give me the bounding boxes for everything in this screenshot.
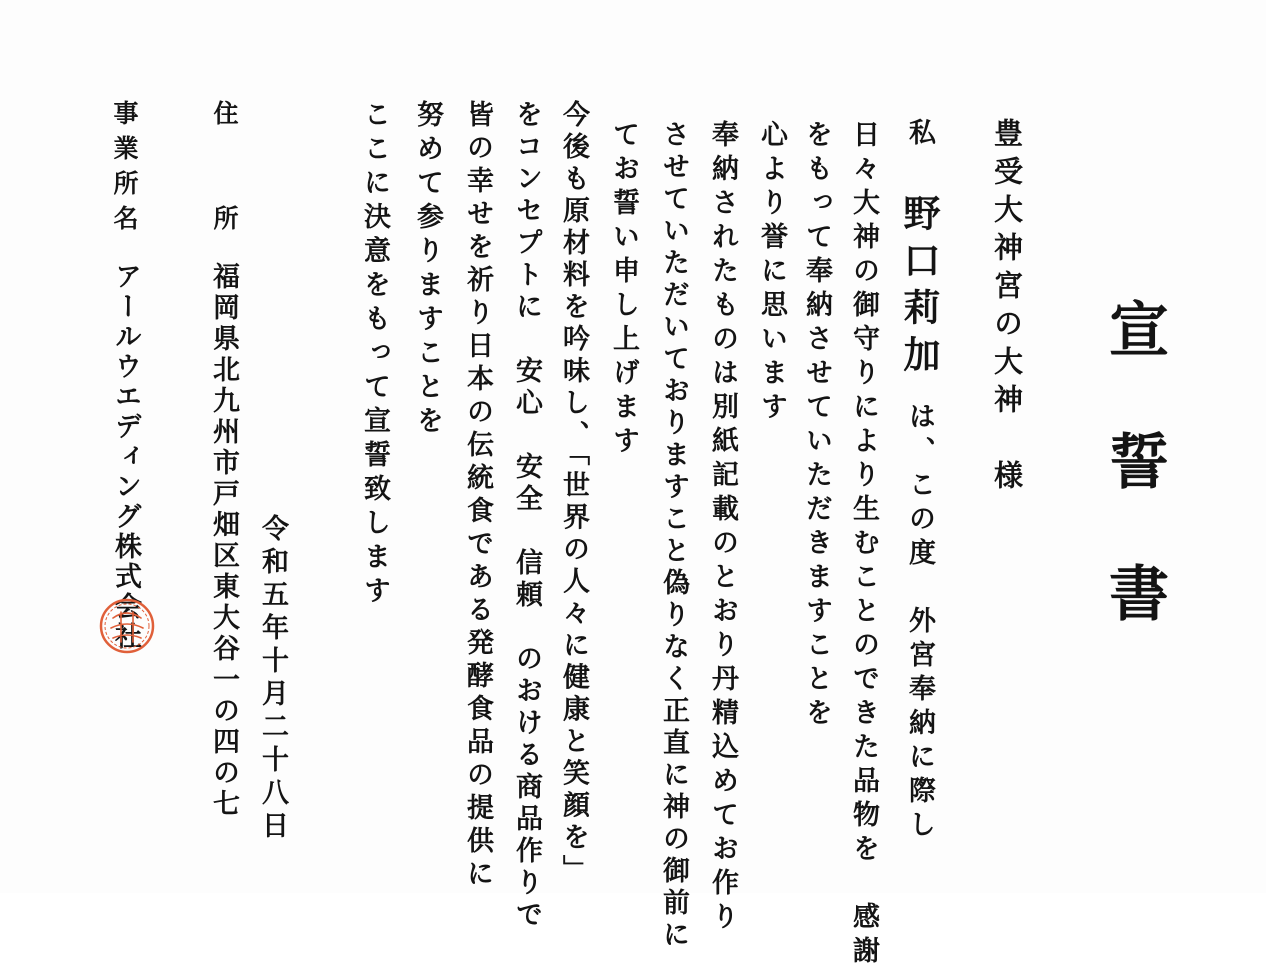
intro-label: 私 (904, 118, 935, 152)
address-value: 福岡県北九州市戸畑区東大谷一の四の七 (208, 262, 239, 820)
declarant-name: 野口莉加 (897, 194, 941, 382)
body-line-11: 努めて参りますことを (412, 100, 443, 440)
company-seal-stamp (99, 598, 155, 654)
body-line-2: 日々大神の御守りにより生むことのできた品物を 感謝 (848, 120, 879, 970)
recipient-line: 豊受大神宮の大神 様 (990, 118, 1024, 498)
body-line-8: 今後も原材料を吟味し、「世界の人々に健康と笑顔を」 (558, 100, 589, 887)
declarant-line (897, 118, 941, 844)
body-line-12: ここに決意をもって宣誓致します (359, 100, 390, 610)
body-line-3: をもって奉納させていただきますことを (801, 120, 832, 732)
body-line-4: 心より誉に思います (756, 120, 787, 426)
body-line-7: てお誓い申し上げます (608, 120, 639, 460)
date-line: 令和五年十月二十八日 (257, 514, 288, 844)
company-value: アールウエディング株式会社 (110, 262, 141, 652)
body-line-1: は、この度 外宮奉納に際し (904, 402, 935, 844)
address-label: 住 所 (210, 100, 239, 240)
company-label: 事業所名 (110, 100, 139, 240)
body-line-6: させていただいておりますこと偽りなく正直に神の御前に (658, 120, 689, 952)
body-line-5: 奉納されたものは別紙記載のとおり丹精込めてお作り (707, 120, 738, 936)
document-title: 宣誓書 (1099, 298, 1169, 694)
body-line-10: 皆の幸せを祈り日本の伝統食である発酵食品の提供に (462, 100, 493, 892)
body-line-9: をコンセプトに 安心 安全 信頼 のおける商品作りで (511, 100, 542, 932)
